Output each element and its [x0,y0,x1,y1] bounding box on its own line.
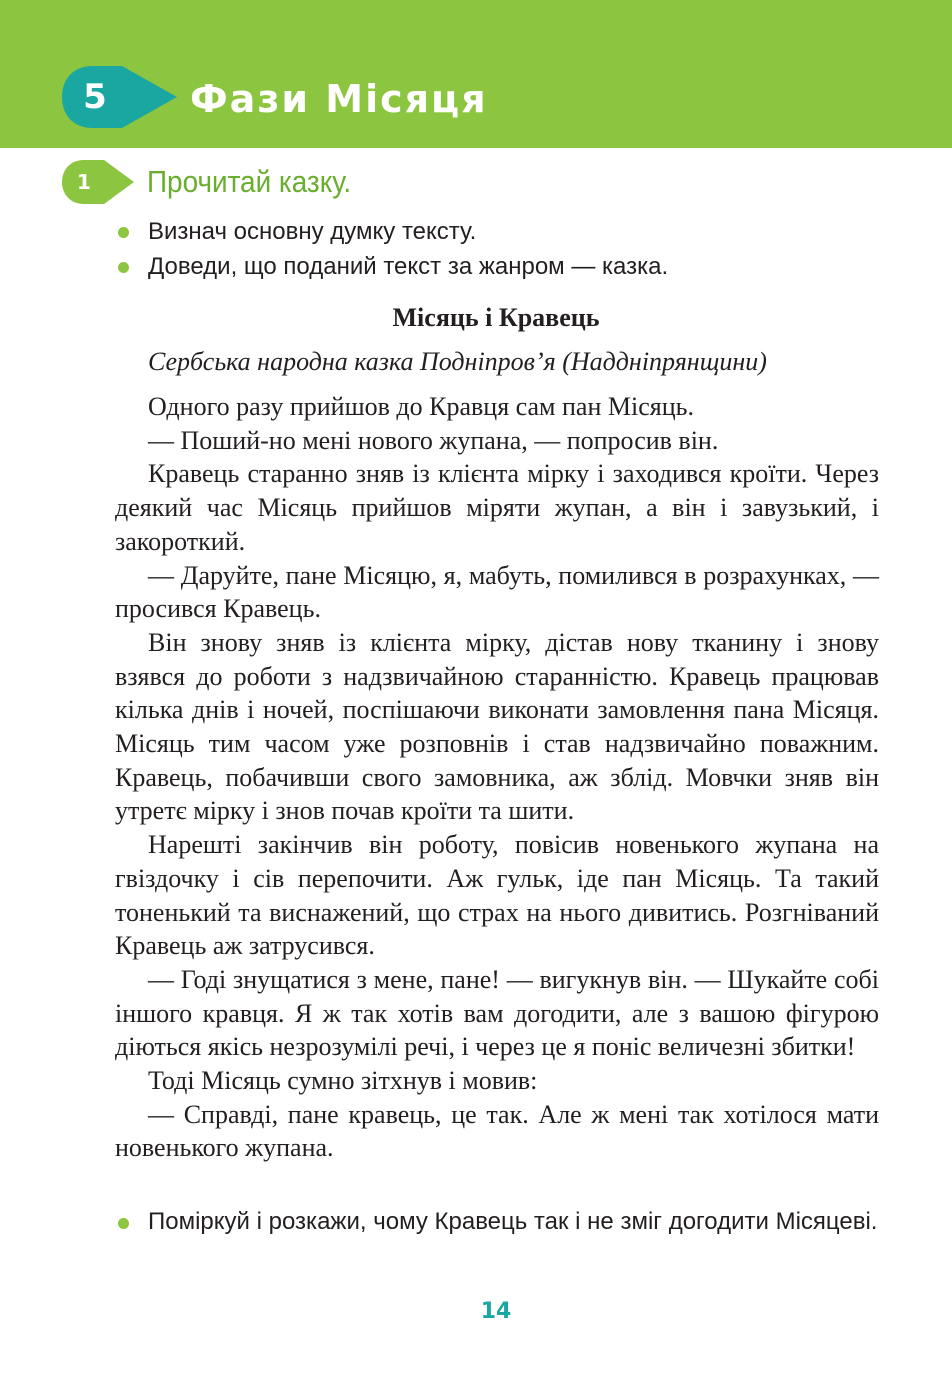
story-paragraph: Він знову зняв із клієнта мірку, дістав нову тканину і знову взявся до роботи з надзвичайною старанністю. Кравець працював кілька днів і ночей, поспішаючи виконати замовлення пана Місяця. Місяць тим часом уже розповнів і став надзвичайно поважним. Кравець, побачивши свого замовника, аж зблід. Мовчки зняв він утретє мірку і знов почав кроїти та шити. [115,627,879,826]
page-number: 14 [480,1299,512,1324]
task-bullet [116,214,886,249]
story-text [115,390,879,1165]
task-number: 1 [77,170,91,194]
closing-bullet-text: Поміркуй і розкажи, чому Кравець так і не зміг догодити Місяцеві. [148,1208,878,1235]
task-bullet-text: Визнач основну думку тексту. [148,218,477,245]
bullet-dot-icon [118,1218,129,1229]
story-paragraph: Тоді Місяць сумно зітхнув і мовив: [148,1066,538,1096]
closing-question [116,1205,880,1239]
bullet-dot-icon [118,227,129,238]
task-title: Прочитай казку. [147,164,352,199]
story-paragraph: — Поший-но мені нового жупана, — попросив він. [148,425,719,455]
task-number-badge [62,160,134,204]
bullet-dot-icon [118,262,129,273]
story-paragraph: — Справді, пане кравець, це так. Але ж мені так хотілося мати новенького жупана. [115,1099,879,1163]
task-bullet-list [116,214,886,284]
story-title: Місяць і Кравець [392,303,600,332]
closing-bullet [116,1205,880,1239]
story-subtitle: Сербська народна казка Подніпров’я (Наддніпрянщини) [148,347,767,376]
story-paragraph: — Даруйте, пане Місяцю, я, мабуть, помилився в розрахунках, — просився Кравець. [115,560,879,624]
task-bullet [116,249,886,284]
lesson-number: 5 [83,77,107,117]
task-bullet-text: Доведи, що поданий текст за жанром — казка. [148,253,669,280]
story-paragraph: Одного разу прийшов до Кравця сам пан Місяць. [148,392,694,421]
story-paragraph: — Годі знущатися з мене, пане! — вигукнув він. — Шукайте собі іншого кравця. Я ж так хотів вам догодити, але з вашою фігурою діються якісь незрозумілі речі, і через це я поніс величезні збитки! [115,964,879,1062]
lesson-title: Фази Місяця [190,77,488,121]
story-paragraph: Нарешті закінчив він роботу, повісив новенького жупана на гвіздочку і сів перепочити. Аж гульк, іде пан Місяць. Та такий тоненький та виснажений, що страх на нього дивитись. Розгніваний Кравець аж затрусився. [115,830,879,961]
lesson-number-badge [62,66,177,128]
story-paragraph: Кравець старанно зняв із клієнта мірку і заходився кроїти. Через деякий час Місяць прийшов міряти жупан, а він і завузький, і закороткий. [115,459,879,556]
